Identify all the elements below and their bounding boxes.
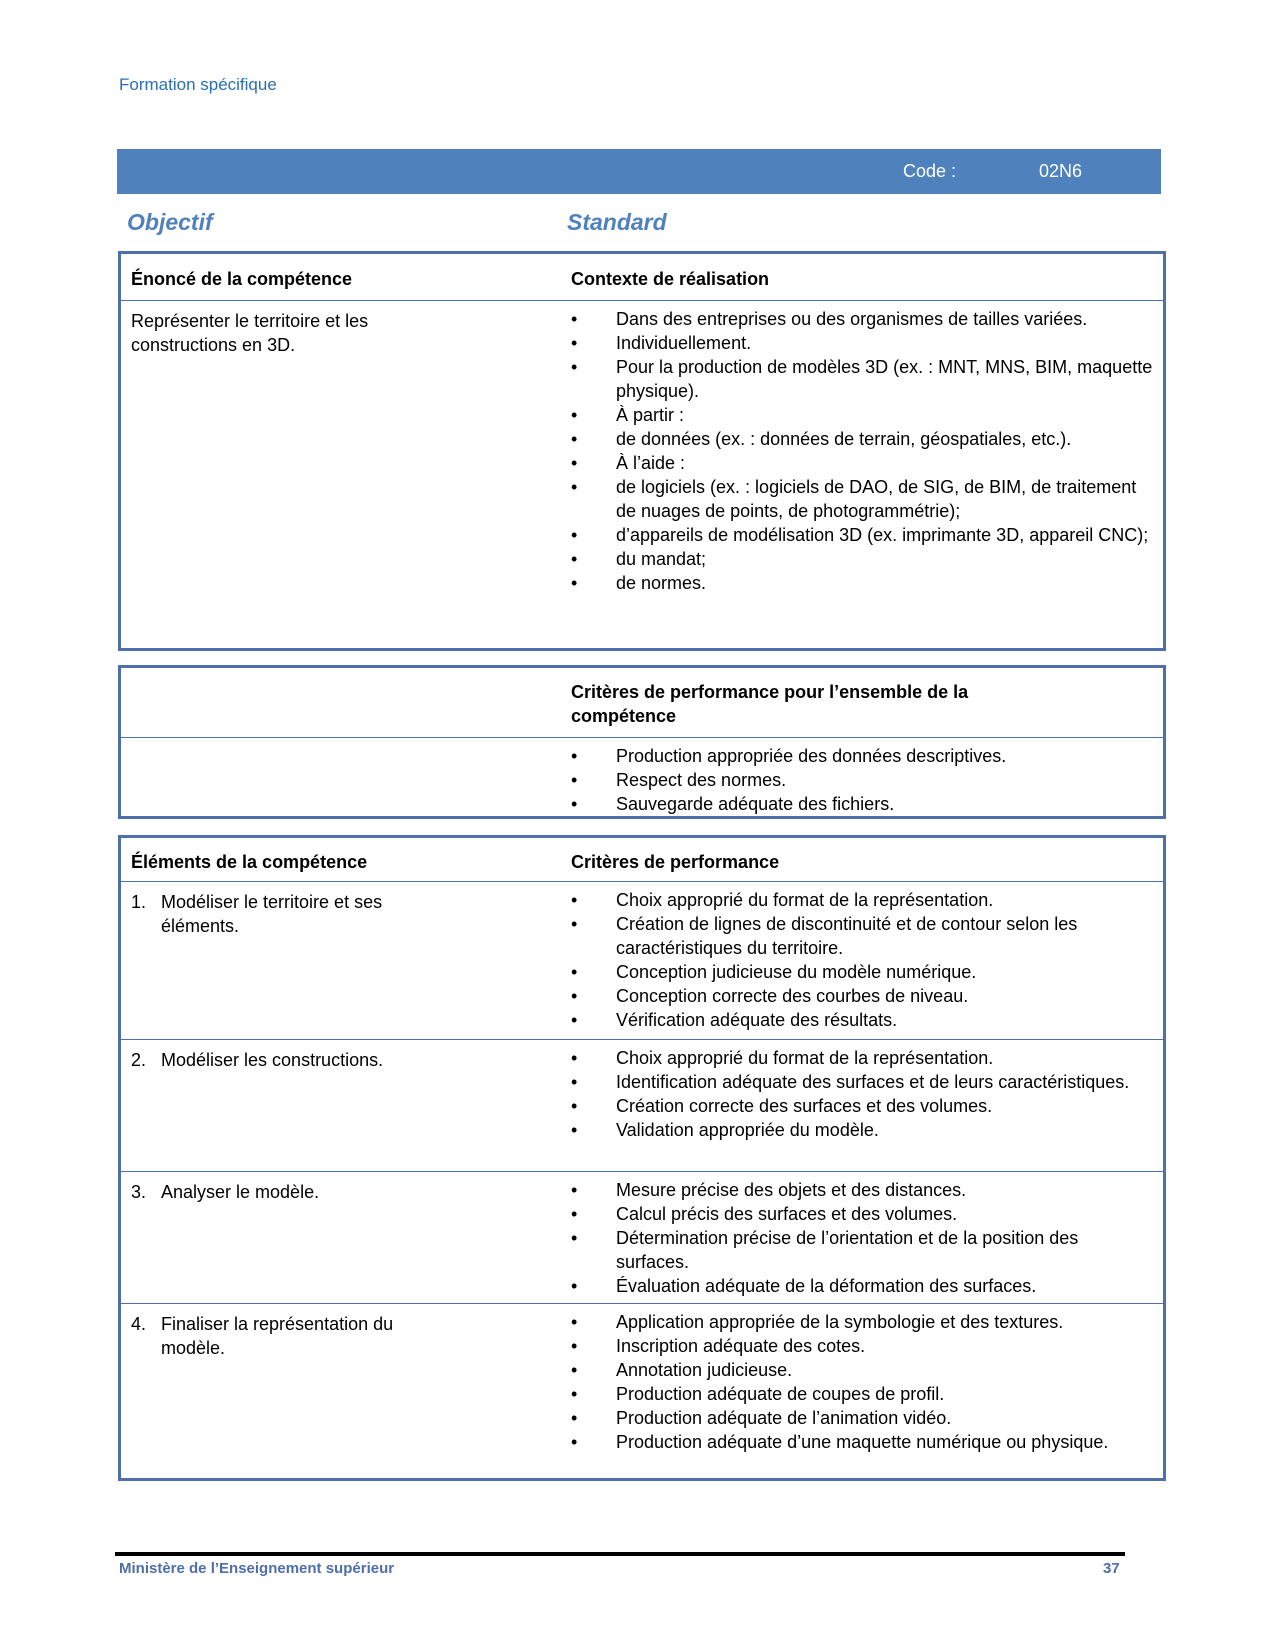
element-rows: [121, 882, 1163, 1482]
performance-criterion: • Vérification adéquate des résultats.: [571, 1008, 1156, 1032]
performance-criterion: • Évaluation adéquate de la déformation des surfaces.: [571, 1274, 1156, 1298]
performance-criterion: • Choix approprié du format de la représentation.: [571, 888, 1156, 912]
element-number: 2.: [131, 1050, 147, 1070]
objective-heading: Objectif: [127, 209, 213, 235]
context-item: • de logiciels (ex. : logiciels de DAO, de SIG, de BIM, de traitement de nuages de points, de photogrammétrie);: [571, 475, 1156, 523]
elements-header-row: [121, 838, 1163, 882]
context-item: • Individuellement.: [571, 331, 1156, 355]
footer-ministry: Ministère de l’Enseignement supérieur: [119, 1560, 395, 1577]
performance-criterion: • Production adéquate de l’animation vidéo.: [571, 1406, 1156, 1430]
element-label: Analyser le modèle.: [161, 1182, 320, 1202]
performance-criterion: • Production adéquate de coupes de profil.: [571, 1382, 1156, 1406]
element-label-wrap: [131, 1312, 431, 1360]
performance-criterion: • Annotation judicieuse.: [571, 1358, 1156, 1382]
context-list: [571, 307, 1156, 595]
criteria-list-wrap: [571, 1178, 1156, 1298]
global-criteria-header-row: [121, 668, 1163, 738]
performance-criterion: • Mesure précise des objets et des distances.: [571, 1178, 1156, 1202]
competence-body-row: [121, 301, 1163, 646]
competence-statement: Représenter le territoire et les constructions en 3D.: [131, 311, 369, 355]
global-criterion: • Sauvegarde adéquate des fichiers.: [571, 792, 1156, 816]
element-row: [121, 1304, 1163, 1482]
competence-statement-heading: Énoncé de la compétence: [131, 269, 353, 289]
performance-criterion: • Conception judicieuse du modèle numérique.: [571, 960, 1156, 984]
code-bar: [117, 149, 1161, 194]
competence-table: [118, 251, 1166, 651]
element-number: 1.: [131, 892, 147, 912]
code-label: Code :: [903, 161, 957, 181]
code-value: 02N6: [1039, 161, 1083, 181]
performance-criterion: • Validation appropriée du modèle.: [571, 1118, 1156, 1142]
global-criteria-body-row: [121, 738, 1163, 814]
element-label-wrap: [131, 1180, 431, 1204]
program-label: Formation spécifique: [119, 75, 277, 94]
context-item: • de données (ex. : données de terrain, géospatiales, etc.).: [571, 427, 1156, 451]
context-list-wrap: [571, 307, 1156, 595]
performance-criterion: • Production adéquate d’une maquette numérique ou physique.: [571, 1430, 1156, 1454]
performance-criterion: • Calcul précis des surfaces et des volumes.: [571, 1202, 1156, 1226]
performance-criterion: • Création de lignes de discontinuité et de contour selon les caractéristiques du territoire.: [571, 912, 1156, 960]
global-criteria-table: [118, 665, 1166, 819]
context-item: • d’appareils de modélisation 3D (ex. imprimante 3D, appareil CNC);: [571, 523, 1156, 547]
element-label-wrap: [131, 890, 431, 938]
context-item: • À l’aide :: [571, 451, 1156, 475]
context-item: • de normes.: [571, 571, 1156, 595]
criteria-list-wrap: [571, 888, 1156, 1032]
performance-criterion: • Création correcte des surfaces et des volumes.: [571, 1094, 1156, 1118]
global-criteria-heading: Critères de performance pour l’ensemble de la compétence: [571, 682, 969, 726]
element-number: 4.: [131, 1314, 147, 1334]
code-text: [903, 161, 1083, 182]
performance-criterion: • Détermination précise de l’orientation et de la position des surfaces.: [571, 1226, 1156, 1274]
element-label: Finaliser la représentation du modèle.: [161, 1314, 394, 1358]
footer-rule: [115, 1552, 1125, 1556]
performance-heading: Critères de performance: [571, 852, 780, 872]
element-label: Modéliser les constructions.: [161, 1050, 384, 1070]
elements-table: [118, 835, 1166, 1481]
criteria-list-wrap: [571, 1046, 1156, 1142]
performance-criterion: • Identification adéquate des surfaces et de leurs caractéristiques.: [571, 1070, 1156, 1094]
standard-heading: Standard: [567, 209, 667, 235]
elements-heading: Éléments de la compétence: [131, 852, 368, 872]
context-heading: Contexte de réalisation: [571, 269, 770, 289]
global-criterion: • Production appropriée des données descriptives.: [571, 744, 1156, 768]
context-item: • du mandat;: [571, 547, 1156, 571]
global-criteria-list-wrap: [571, 744, 1156, 816]
element-row: [121, 1172, 1163, 1304]
context-item: • Dans des entreprises ou des organismes de tailles variées.: [571, 307, 1156, 331]
global-criterion: • Respect des normes.: [571, 768, 1156, 792]
element-label: Modéliser le territoire et ses éléments.: [161, 892, 383, 936]
performance-criterion: • Conception correcte des courbes de niveau.: [571, 984, 1156, 1008]
performance-criterion: • Inscription adéquate des cotes.: [571, 1334, 1156, 1358]
criteria-list-wrap: [571, 1310, 1156, 1454]
performance-criterion: • Choix approprié du format de la représentation.: [571, 1046, 1156, 1070]
context-item: • Pour la production de modèles 3D (ex. : MNT, MNS, BIM, maquette physique).: [571, 355, 1156, 403]
element-row: [121, 1040, 1163, 1172]
performance-criterion: • Application appropriée de la symbologie et des textures.: [571, 1310, 1156, 1334]
competence-header-row: [121, 254, 1163, 301]
global-criteria-list: [571, 744, 1156, 816]
element-number: 3.: [131, 1182, 147, 1202]
element-label-wrap: [131, 1048, 431, 1072]
context-item: • À partir :: [571, 403, 1156, 427]
element-row: [121, 882, 1163, 1040]
page-number: 37: [1103, 1560, 1120, 1577]
